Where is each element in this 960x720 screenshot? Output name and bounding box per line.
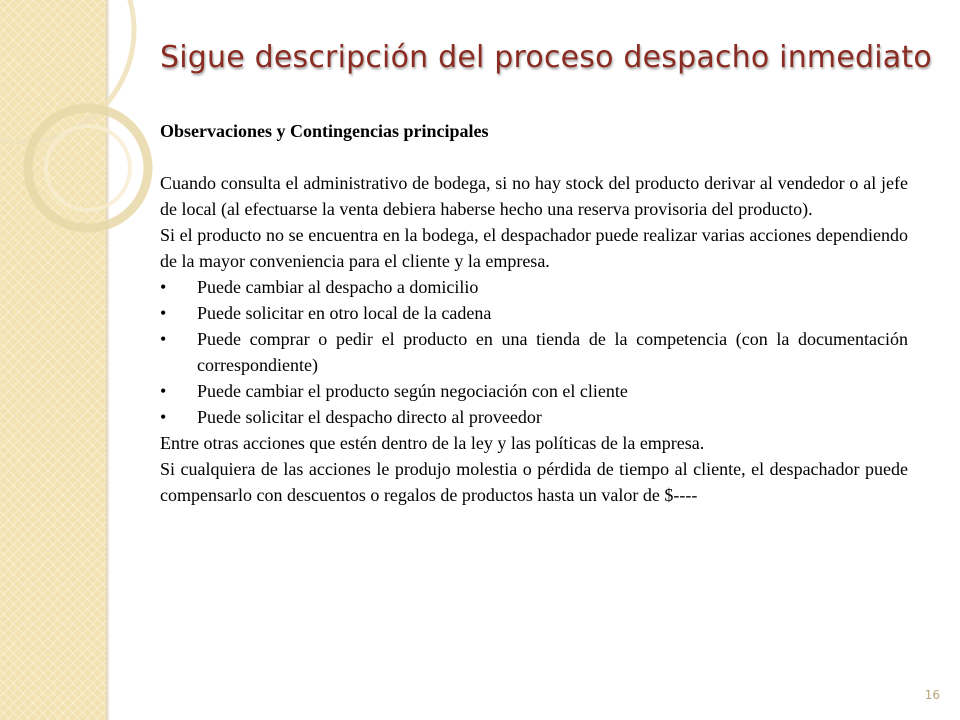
list-item-text: Puede comprar o pedir el producto en una tienda de la competencia (con la documentación correspondiente) [197, 329, 908, 375]
bullet-marker: • [160, 329, 167, 349]
list-item [160, 378, 908, 404]
outer-ring [0, 0, 134, 142]
actions-list [160, 274, 908, 430]
bullet-marker: • [160, 277, 167, 297]
decorative-rings [0, 0, 160, 300]
bullet-marker: • [160, 303, 167, 323]
slide-body [160, 118, 908, 508]
page-number: 16 [924, 688, 940, 702]
slide-title: Sigue descripción del proceso despacho inmediato [160, 40, 932, 75]
list-item [160, 274, 908, 300]
inner-ring [46, 126, 130, 210]
list-item-text: Puede solicitar el despacho directo al proveedor [197, 407, 542, 427]
list-item [160, 404, 908, 430]
list-item-text: Puede solicitar en otro local de la cadena [197, 303, 492, 323]
paragraph-other-actions: Entre otras acciones que estén dentro de la ley y las políticas de la empresa. [160, 433, 705, 453]
paragraph-stock-check: Cuando consulta el administrativo de bodega, si no hay stock del producto derivar al vendedor o al jefe de local (al efectuarse la venta debiera haberse hecho una reserva provisoria del producto). [160, 173, 908, 219]
paragraph-warehouse-options: Si el producto no se encuentra en la bodega, el despachador puede realizar varias acciones dependiendo de la mayor conveniencia para el cliente y la empresa. [160, 225, 908, 271]
bullet-marker: • [160, 381, 167, 401]
list-item [160, 300, 908, 326]
list-item [160, 326, 908, 378]
list-item-text: Puede cambiar el producto según negociación con el cliente [197, 381, 628, 401]
bullet-marker: • [160, 407, 167, 427]
paragraph-compensation: Si cualquiera de las acciones le produjo molestia o pérdida de tiempo al cliente, el despachador puede compensarlo con descuentos o regalos de productos hasta un valor de $---- [160, 459, 908, 505]
list-item-text: Puede cambiar al despacho a domicilio [197, 277, 479, 297]
section-subheading: Observaciones y Contingencias principales [160, 121, 489, 141]
